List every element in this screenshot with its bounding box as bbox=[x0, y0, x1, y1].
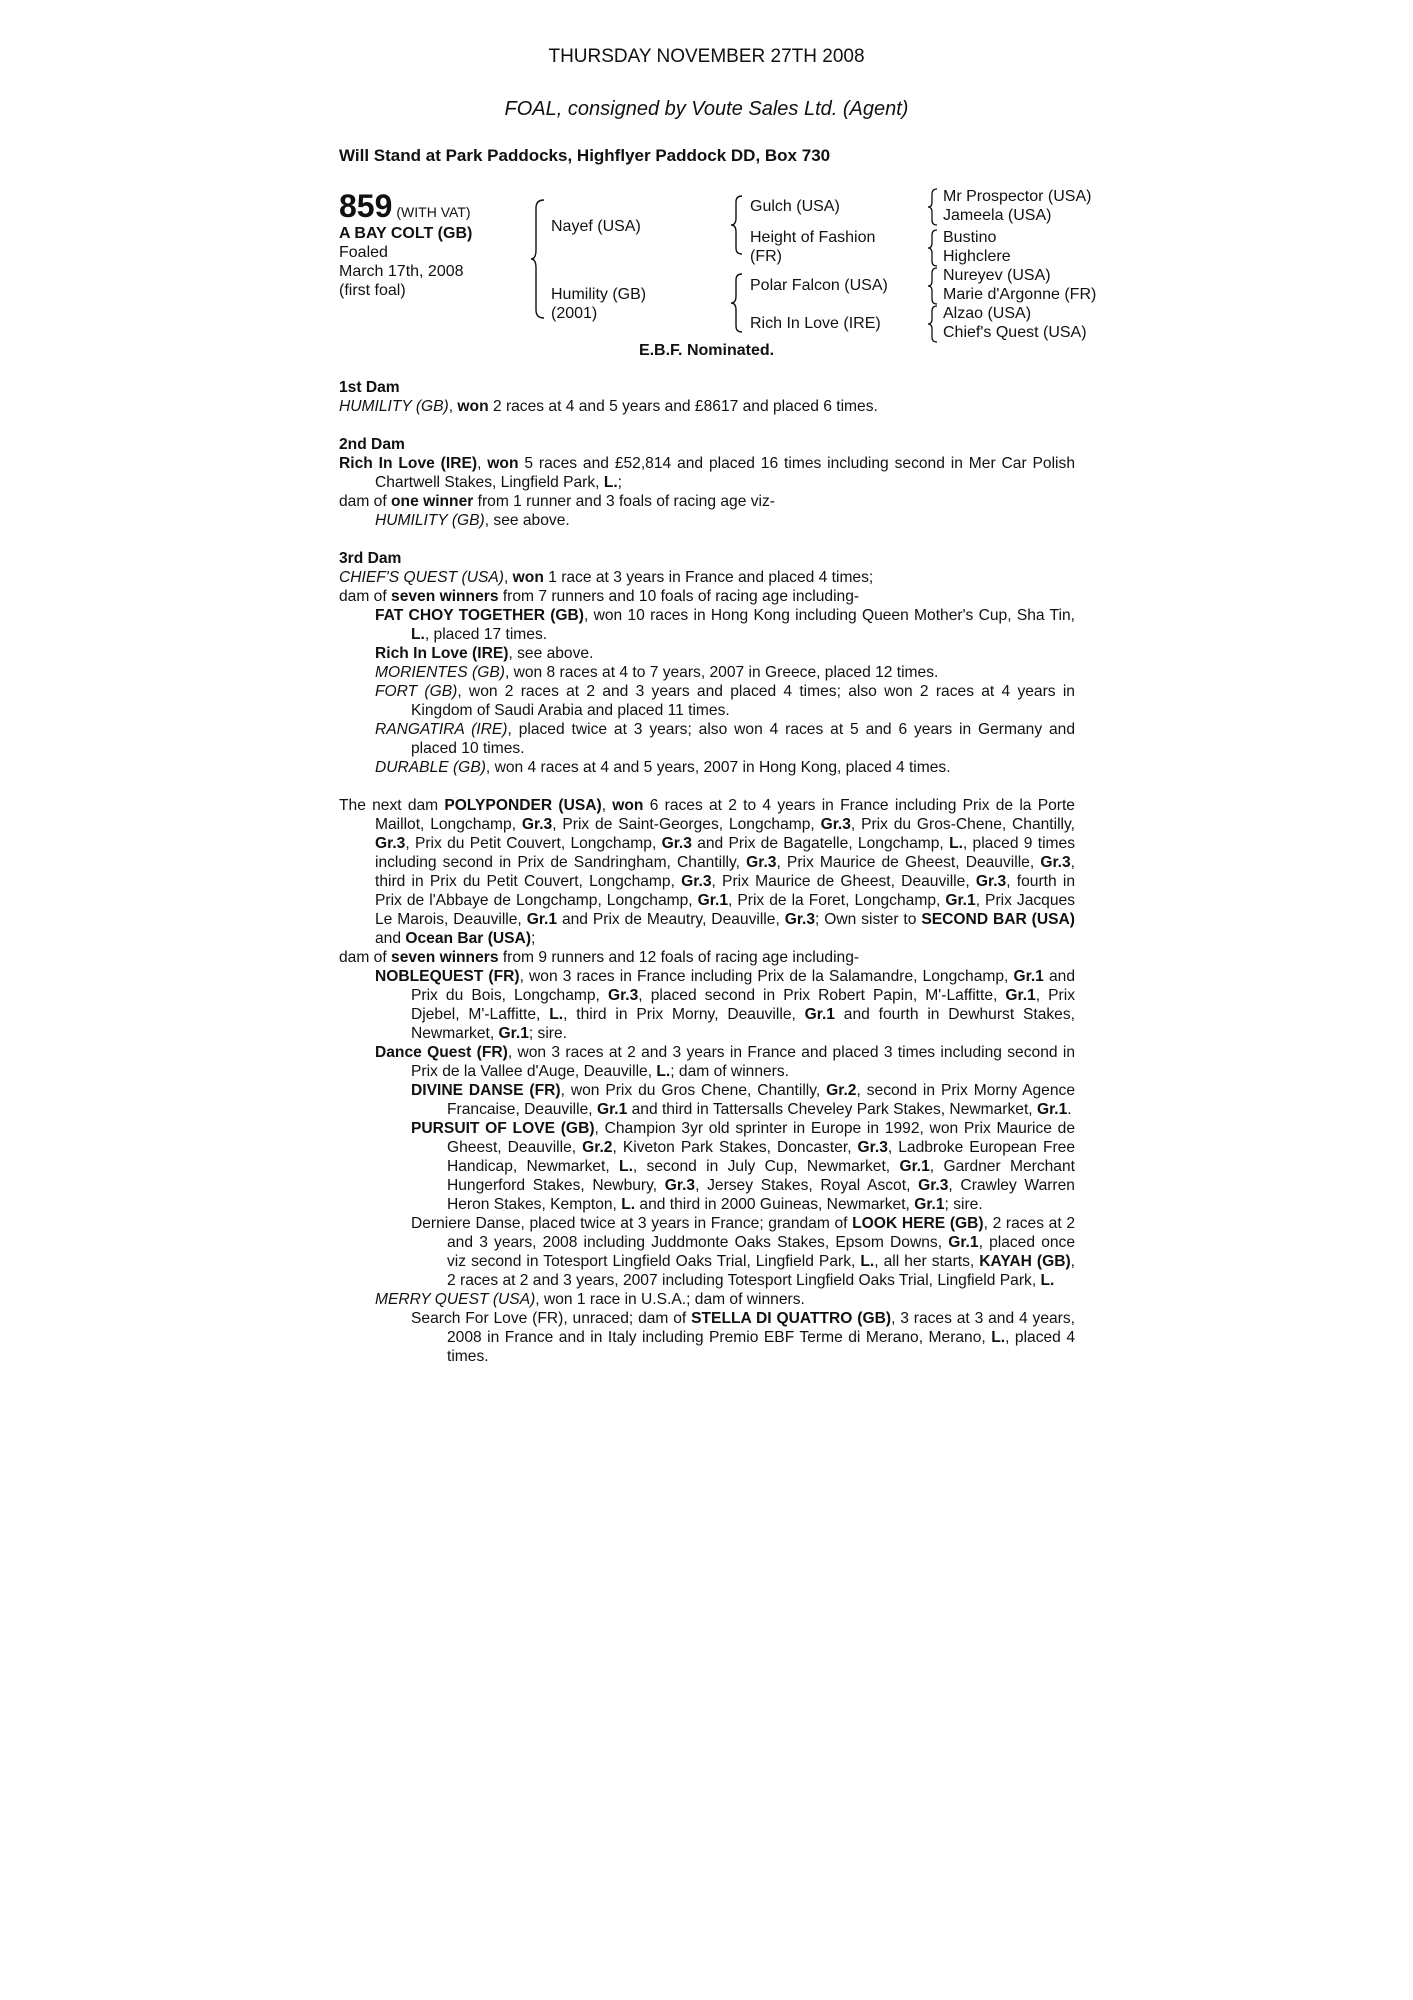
foaled-label: Foaled bbox=[339, 244, 388, 261]
pedigree-g2: Jameela (USA) bbox=[943, 207, 1052, 224]
foal-note: (first foal) bbox=[339, 282, 406, 299]
ebf-nominated: E.B.F. Nominated. bbox=[638, 342, 775, 359]
pedigree-brace-sire bbox=[730, 194, 744, 256]
grandchild-record: Search For Love (FR), unraced; dam of STELLA DI QUATTRO (GB), 3 races at 3 and 4 years, 2008 in France and in Italy including Premio EBF Terme di Merano, Merano, L., placed 4 times. bbox=[411, 1310, 1075, 1365]
next-dam-record: The next dam POLYPONDER (USA), won 6 races at 2 to 4 years in France including Prix de la Porte Maillot, Longchamp, Gr.3, Prix de Saint-Georges, Longchamp, Gr.3, Prix du Gros-Chene, Chantilly, Gr.3, Prix du Petit Couvert, Longchamp, Gr.3 and Prix de Bagatelle, Longchamp, L., placed 9 times including second in Prix de Sandringham, Chantilly, Gr.3, Prix Maurice de Gheest, Deauville, Gr.3, third in Prix du Petit Couvert, Longchamp, Gr.3, Prix Maurice de Gheest, Deauville, Gr.3, fourth in Prix de l'Abbaye de Longchamp, Longchamp, Gr.1, Prix de la Foret, Longchamp, Gr.1, Prix Jacques Le Marois, Deauville, Gr.1 and Prix de Meautry, Deauville, Gr.3; Own sister to SECOND BAR (USA) and Ocean Bar (USA); bbox=[339, 797, 1075, 947]
pedigree-dam-year: (2001) bbox=[551, 305, 598, 322]
pedigree-g5: Nureyev (USA) bbox=[943, 267, 1051, 284]
third-dam-foal: FAT CHOY TOGETHER (GB), won 10 races in Hong Kong including Queen Mother's Cup, Sha Tin, L., placed 17 times. bbox=[375, 607, 1075, 643]
pedigree-dam: Humility (GB) bbox=[551, 286, 647, 303]
catalogue-body bbox=[339, 378, 1075, 1366]
grandchild-record: DIVINE DANSE (FR), won Prix du Gros Chene, Chantilly, Gr.2, second in Prix Morny Agence Francaise, Deauville, Gr.1 and third in Tattersalls Cheveley Park Stakes, Newmarket, Gr.1. bbox=[411, 1082, 1075, 1118]
grandchild-record: PURSUIT OF LOVE (GB), Champion 3yr old sprinter in Europe in 1992, won Prix Maurice de Gheest, Deauville, Gr.2, Kiveton Park Stakes, Doncaster, Gr.3, Ladbroke European Free Handicap, Newmarket, L., second in July Cup, Newmarket, Gr.1, Gardner Merchant Hungerford Stakes, Newbury, Gr.3, Jersey Stakes, Royal Ascot, Gr.3, Crawley Warren Heron Stakes, Kempton, L. and third in 2000 Guineas, Newmarket, Gr.1; sire. bbox=[411, 1120, 1076, 1213]
sale-date: THURSDAY NOVEMBER 27TH 2008 bbox=[548, 46, 865, 67]
third-dam-heading: 3rd Dam bbox=[339, 550, 402, 567]
third-dam-produce: dam of seven winners from 7 runners and 10 foals of racing age including- bbox=[339, 588, 860, 605]
pedigree-brace-dam bbox=[730, 272, 744, 334]
third-dam-foal: Rich In Love (IRE), see above. bbox=[375, 645, 594, 662]
grandchild-record: Derniere Danse, placed twice at 3 years in France; grandam of LOOK HERE (GB), 2 races at 2 and 3 years, 2008 including Juddmonte Oaks Stakes, Epsom Downs, Gr.1, placed once viz second in Totesport Lingfield Oaks Trial, Lingfield Park, L., all her starts, KAYAH (GB), 2 races at 2 and 3 years, 2007 including Totesport Lingfield Oaks Trial, Lingfield Park, L. bbox=[411, 1215, 1076, 1289]
pedigree-sire-dam-origin: (FR) bbox=[750, 248, 782, 265]
stand-location: Will Stand at Park Paddocks, Highflyer Paddock DD, Box 730 bbox=[339, 146, 831, 165]
vat-note: (WITH VAT) bbox=[396, 204, 471, 220]
pedigree-sire: Nayef (USA) bbox=[551, 218, 641, 235]
pedigree-g6: Marie d'Argonne (FR) bbox=[943, 286, 1097, 303]
lot-name: A BAY COLT (GB) bbox=[339, 225, 473, 242]
second-dam-produce: dam of one winner from 1 runner and 3 foals of racing age viz- bbox=[339, 493, 775, 510]
next-dam-produce: dam of seven winners from 9 runners and 12 foals of racing age including- bbox=[339, 949, 860, 966]
third-dam-record: CHIEF'S QUEST (USA), won 1 race at 3 years in France and placed 4 times; bbox=[339, 569, 874, 586]
pedigree-brace-g4 bbox=[927, 304, 939, 344]
first-dam-record: HUMILITY (GB), won 2 races at 4 and 5 years and £8617 and placed 6 times. bbox=[339, 398, 878, 415]
pedigree-sire-dam: Height of Fashion bbox=[750, 229, 876, 246]
second-dam-heading: 2nd Dam bbox=[339, 436, 405, 453]
third-dam-foal: MORIENTES (GB), won 8 races at 4 to 7 years, 2007 in Greece, placed 12 times. bbox=[375, 664, 939, 681]
pedigree-brace-lot bbox=[530, 198, 546, 320]
pedigree-brace-g2 bbox=[927, 228, 939, 268]
third-dam-foal: DURABLE (GB), won 4 races at 4 and 5 years, 2007 in Hong Kong, placed 4 times. bbox=[375, 759, 951, 776]
foaled-date: March 17th, 2008 bbox=[339, 263, 464, 280]
pedigree-sire-sire: Gulch (USA) bbox=[750, 198, 840, 215]
pedigree-g7: Alzao (USA) bbox=[943, 305, 1032, 322]
next-dam-foal: NOBLEQUEST (FR), won 3 races in France including Prix de la Salamandre, Longchamp, Gr.1 and Prix du Bois, Longchamp, Gr.3, placed second in Prix Robert Papin, M'-Laffitte, Gr.1, Prix Djebel, M'-Laffitte, L., third in Prix Morny, Deauville, Gr.1 and fourth in Dewhurst Stakes, Newmarket, Gr.1; sire. bbox=[375, 968, 1075, 1042]
third-dam-foal: FORT (GB), won 2 races at 2 and 3 years and placed 4 times; also won 2 races at 4 years in Kingdom of Saudi Arabia and placed 11 times. bbox=[375, 683, 1075, 719]
pedigree-g4: Highclere bbox=[943, 248, 1011, 265]
consignment-line: FOAL, consigned by Voute Sales Ltd. (Agent) bbox=[504, 98, 909, 120]
second-dam-record: Rich In Love (IRE), won 5 races and £52,814 and placed 16 times including second in Mer Car Polish Chartwell Stakes, Lingfield Park, L.; bbox=[339, 455, 1075, 491]
pedigree-brace-g3 bbox=[927, 266, 939, 306]
third-dam-foal: RANGATIRA (IRE), placed twice at 3 years; also won 4 races at 5 and 6 years in Germany and placed 10 times. bbox=[375, 721, 1076, 757]
second-dam-foal: HUMILITY (GB), see above. bbox=[375, 512, 570, 529]
first-dam-heading: 1st Dam bbox=[339, 379, 400, 396]
pedigree-g1: Mr Prospector (USA) bbox=[943, 188, 1092, 205]
next-dam-foal: Dance Quest (FR), won 3 races at 2 and 3 years in France and placed 3 times including second in Prix de la Vallee d'Auge, Deauville, L.; dam of winners. bbox=[375, 1044, 1075, 1080]
pedigree-brace-g1 bbox=[927, 187, 939, 227]
pedigree-g8: Chief's Quest (USA) bbox=[943, 324, 1087, 341]
lot-number: 859 bbox=[339, 188, 393, 224]
pedigree-dam-sire: Polar Falcon (USA) bbox=[750, 277, 888, 294]
next-dam-foal: MERRY QUEST (USA), won 1 race in U.S.A.; dam of winners. bbox=[375, 1291, 805, 1308]
lot-block bbox=[339, 188, 472, 300]
pedigree-g3: Bustino bbox=[943, 229, 997, 246]
pedigree-dam-dam: Rich In Love (IRE) bbox=[750, 315, 881, 332]
section-spacer bbox=[339, 777, 1075, 796]
